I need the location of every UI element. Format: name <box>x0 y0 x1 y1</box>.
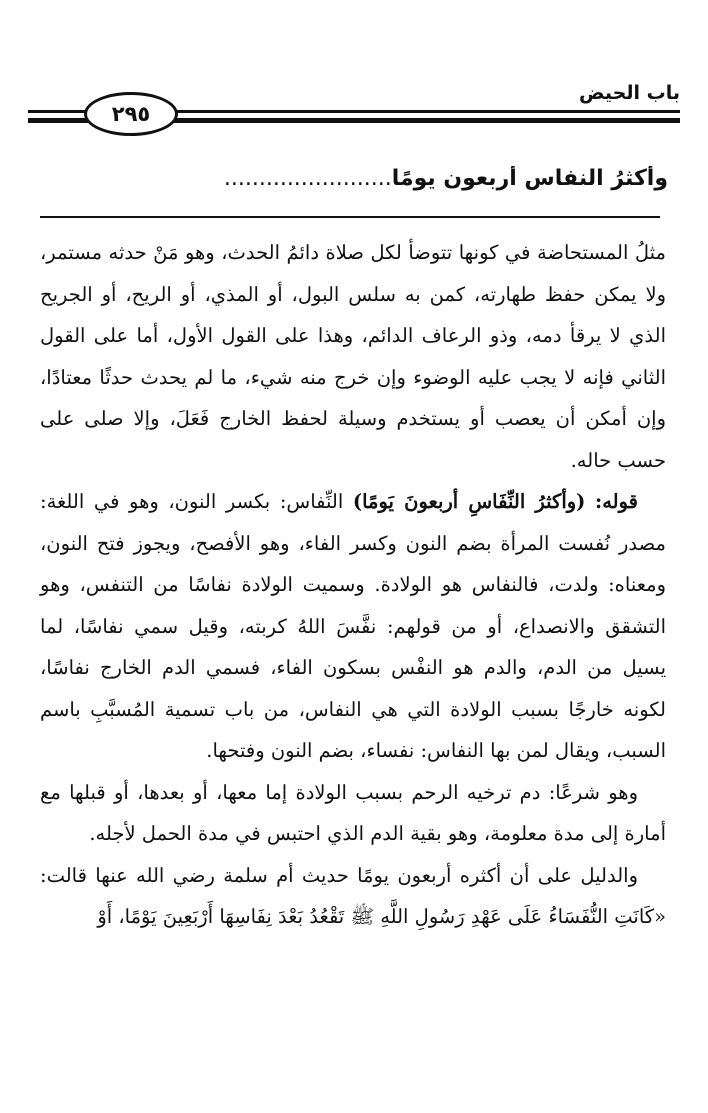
section-heading-dots: ........................ <box>223 166 392 191</box>
page-number-text: ٢٩٥ <box>111 102 151 126</box>
section-heading-text: وأكثرُ النفاسِ أربعون يومًا <box>391 166 668 191</box>
page-number <box>84 92 178 136</box>
section-heading <box>48 166 668 191</box>
body-text <box>40 232 666 938</box>
paragraph-text: النِّفاس: بكسر النون، وهو في اللغة: مصدر نُفست المرأة بضم النون وكسر الفاء، وهو الأفصح، ويجوز فتح النون، ومعناه: ولدت، فالنفاس هو الولادة. وسميت الولادة نفاسًا من التنفس، وهو التشقق والانصداع، أو من قولهم: نفَّسَ اللهُ كربته، وقيل سمي نفاسًا، لما يسيل من الدم، والدم هو النفْس بسكون الفاء، فسمي الدم الخارج نفاسًا، لكونه خارجًا بسبب الولادة التي هي النفاس، من باب تسمية المُسبَّبِ باسم السبب، ويقال لمن بها النفاس: نفساء، بضم النون وفتحها. <box>40 490 666 762</box>
paragraph: مثلُ المستحاضة في كونها تتوضأ لكل صلاة دائمُ الحدث، وهو مَنْ حدثه مستمر، ولا يمكن حفظ طهارته، كمن به سلس البول، أو المذي، أو الريح، أو الجريح الذي لا يرقأ دمه، وذو الرعاف الدائم، وهذا على القول الأول، أما على القول الثاني فإنه لا يجب عليه الوضوء وإن خرج منه شيء، ما لم يحدث حدثًا معتادًا، وإن أمكن أن يعصب أو يستخدم وسيلة لحفظ الخارج فَعَلَ، وإلا صلى على حسب حاله. <box>40 241 666 472</box>
header-rule <box>28 110 90 113</box>
paragraph <box>40 481 666 772</box>
header-rule <box>28 118 90 123</box>
section-divider <box>40 216 660 218</box>
chapter-title: باب الحيض <box>579 82 680 104</box>
paragraph: وهو شرعًا: دم ترخيه الرحم بسبب الولادة إما معها، أو بعدها، أو قبلها مع أمارة إلى مدة معلومة، وهو بقية الدم الذي احتبس في مدة الحمل لأجله. <box>40 780 666 845</box>
paragraph: والدليل على أن أكثره أربعون يومًا حديث أم سلمة رضي الله عنها قالت: «كَانَتِ النُّفَسَاءُ عَلَى عَهْدِ رَسُولِ اللَّهِ ﷺ تَقْعُدُ بَعْدَ نِفَاسِهَا أَرْبَعِينَ يَوْمًا، أَوْ <box>40 863 666 928</box>
page-header <box>28 82 680 146</box>
commentary-label: قوله: <box>595 490 638 513</box>
matn-quote: (وأكثرُ النِّفَاسِ أربعونَ يَومًا) <box>352 490 586 513</box>
header-rule <box>170 118 680 123</box>
header-rule <box>170 110 680 113</box>
